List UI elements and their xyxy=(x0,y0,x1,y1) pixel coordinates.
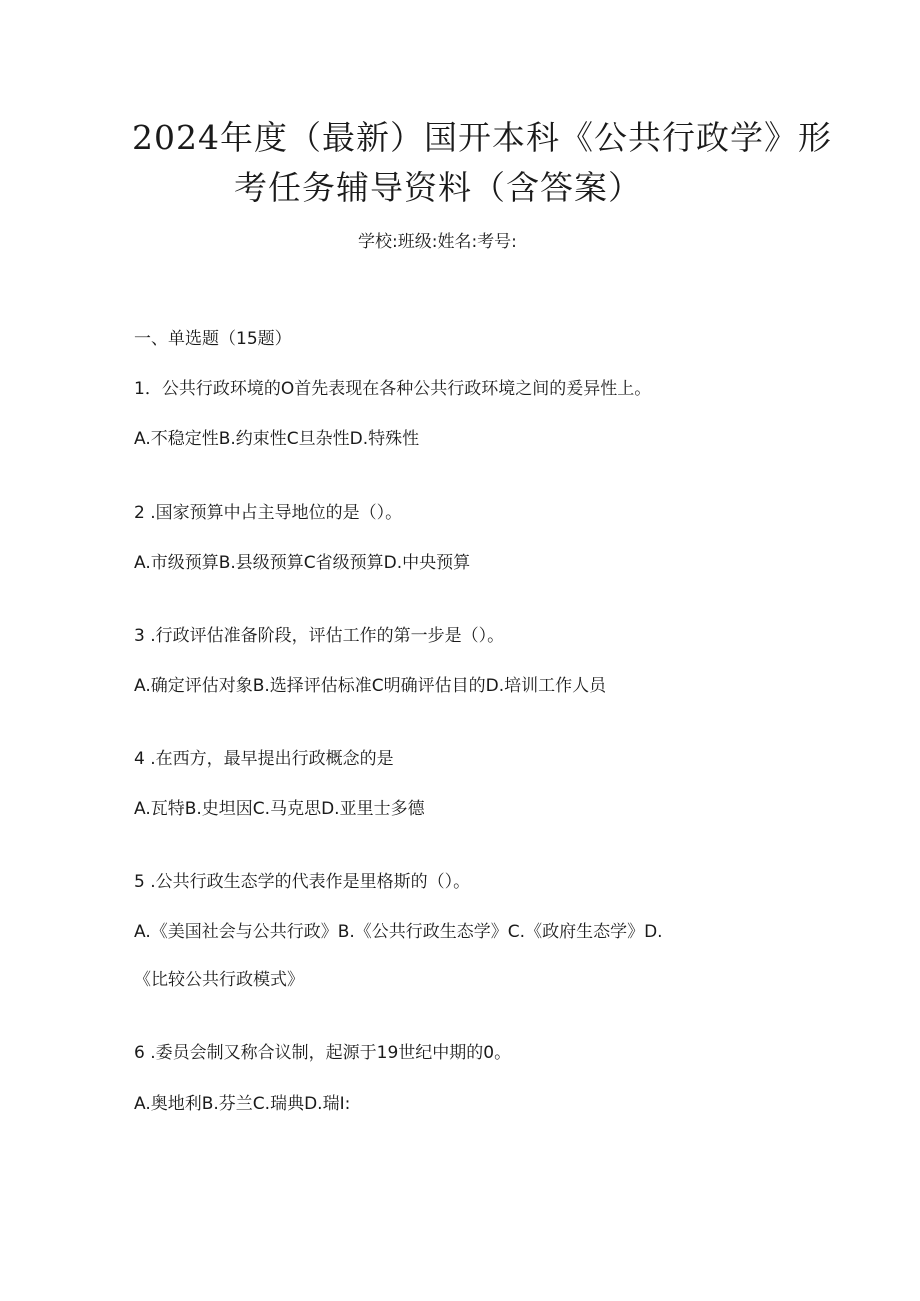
question-1-stem: 1．公共行政环境的O首先表现在各种公共行政环境之间的爰异性上。 xyxy=(134,379,652,399)
question-4-options: A.瓦特B.史坦因C.马克思D.亚里士多德 xyxy=(134,799,425,819)
question-3-stem: 3 .行政评估准备阶段，评估工作的第一步是（）。 xyxy=(134,626,505,646)
question-3-options: A.确定评估对象B.选择评估标准C明确评估目的D.培训工作人员 xyxy=(134,676,607,696)
question-6-options: A.奥地利B.芬兰C.瑞典D.瑞I: xyxy=(134,1094,351,1114)
question-2-options: A.市级预算B.县级预算C省级预算D.中央预算 xyxy=(134,553,471,573)
document-title-line-2: 考任务辅导资料（含答案） xyxy=(234,168,642,207)
question-5-options-line-1: A.《美国社会与公共行政》B.《公共行政生态学》C.《政府生态学》D. xyxy=(134,922,663,942)
question-4-stem: 4 .在西方，最早提出行政概念的是 xyxy=(134,749,394,769)
question-5-options-line-2: 《比较公共行政模式》 xyxy=(134,970,304,990)
student-info-line: 学校:班级:姓名:考号: xyxy=(358,232,517,252)
section-heading: 一、单选题（15题） xyxy=(134,329,292,349)
question-1-options: A.不稳定性B.约束性C旦杂性D.特殊性 xyxy=(134,429,420,449)
question-6-stem: 6 .委员会制又称合议制，起源于19世纪中期的0。 xyxy=(134,1043,512,1063)
question-2-stem: 2 .国家预算中占主导地位的是（）。 xyxy=(134,503,403,523)
question-5-stem: 5 .公共行政生态学的代表作是里格斯的（）。 xyxy=(134,872,471,892)
document-title-line-1: 2024年度（最新）国开本科《公共行政学》形 xyxy=(132,118,832,157)
